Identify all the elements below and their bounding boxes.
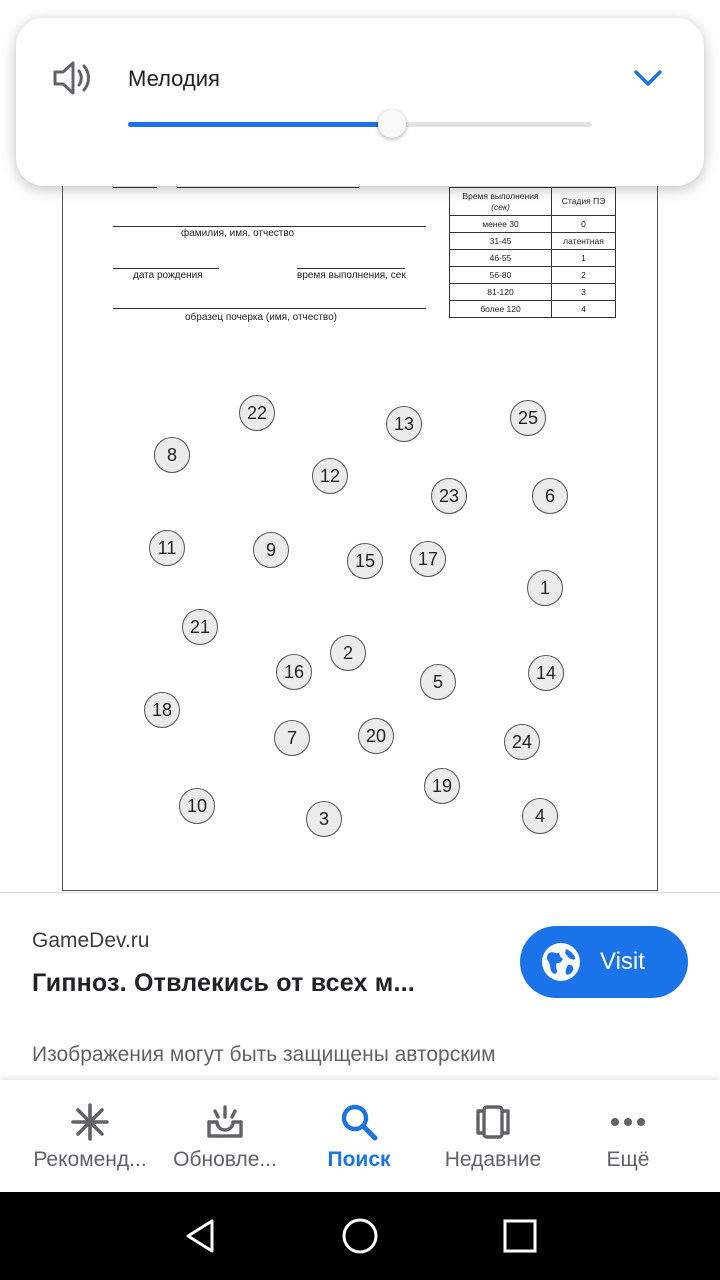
handwriting-line: [113, 308, 426, 309]
number-circle: 3: [306, 801, 342, 837]
birth-date-line: [113, 268, 219, 269]
volume-slider-thumb[interactable]: [378, 110, 406, 138]
table-row: 31-45 латентная: [450, 233, 616, 250]
number-circle: 14: [528, 655, 564, 691]
number-circle: 8: [154, 437, 190, 473]
header-stage: Стадия ПЭ: [552, 188, 616, 216]
nav-label: Рекоменд...: [33, 1148, 147, 1171]
nav-label: Поиск: [327, 1148, 391, 1171]
nav-item-search[interactable]: [292, 1080, 426, 1192]
number-circle: 18: [144, 692, 180, 728]
number-circle: 24: [504, 724, 540, 760]
speaker-icon[interactable]: [50, 56, 94, 100]
chevron-down-icon[interactable]: [632, 64, 664, 92]
duration-line: [297, 268, 405, 269]
number-circle: 2: [330, 635, 366, 671]
globe-icon: [540, 941, 582, 983]
volume-panel: [16, 18, 704, 186]
number-circle: 23: [431, 478, 467, 514]
number-circle: 16: [276, 654, 312, 690]
visit-button[interactable]: [520, 926, 688, 998]
number-circle: 7: [274, 720, 310, 756]
more-dots-icon: [608, 1102, 648, 1142]
caption-handwriting: образец почерка (имя, отчество): [185, 312, 337, 323]
number-circle: 5: [420, 664, 456, 700]
volume-stream-label: Мелодия: [128, 66, 220, 91]
nav-item-recommendations[interactable]: [23, 1080, 157, 1192]
bottom-navigation: [0, 1080, 720, 1192]
back-triangle-icon[interactable]: [180, 1216, 220, 1256]
nav-label: Ещё: [606, 1148, 650, 1171]
caption-duration: время выполнения, сек: [297, 270, 406, 281]
name-line: [113, 226, 426, 227]
number-circle: 10: [179, 788, 215, 824]
home-circle-icon[interactable]: [340, 1216, 380, 1256]
visit-label: Visit: [600, 948, 645, 975]
number-circle: 15: [347, 543, 383, 579]
number-circle: 25: [510, 400, 546, 436]
number-circle: 19: [424, 768, 460, 804]
source-site[interactable]: GameDev.ru: [32, 929, 150, 952]
asterisk-icon: [70, 1102, 110, 1142]
table-row: 56-80 2: [450, 267, 616, 284]
volume-slider[interactable]: [128, 122, 592, 127]
nav-item-more[interactable]: [561, 1080, 695, 1192]
number-circle: 1: [527, 570, 563, 606]
number-circle: 20: [358, 718, 394, 754]
search-icon: [339, 1102, 379, 1142]
header-time: Время выполнения (сек): [450, 188, 552, 216]
nav-label: Обновле...: [173, 1148, 277, 1171]
divider: [0, 892, 720, 893]
nav-item-updates[interactable]: [158, 1080, 292, 1192]
updates-tray-icon: [205, 1102, 245, 1142]
system-navigation-bar: [0, 1192, 720, 1280]
number-circle: 21: [182, 609, 218, 645]
number-circle: 13: [386, 406, 422, 442]
caption-birth-date: дата рождения: [133, 270, 203, 281]
nav-item-recent[interactable]: [426, 1080, 560, 1192]
table-row: более 120 4: [450, 301, 616, 318]
table-row: 81-120 3: [450, 284, 616, 301]
field-line: [113, 187, 157, 188]
number-circle: 4: [522, 798, 558, 834]
volume-slider-fill: [128, 122, 392, 127]
number-circle: 17: [410, 541, 446, 577]
nav-label: Недавние: [444, 1148, 542, 1171]
number-circle: 6: [532, 478, 568, 514]
table-row: 46-55 1: [450, 250, 616, 267]
table-row: менее 30 0: [450, 216, 616, 233]
field-line: [177, 187, 359, 188]
recent-cards-icon: [473, 1102, 513, 1142]
result-title[interactable]: Гипноз. Отвлекись от всех м...: [32, 969, 415, 997]
stage-table: [449, 187, 616, 318]
number-circle: 22: [239, 395, 275, 431]
copyright-note: Изображения могут быть защищены авторским: [32, 1043, 496, 1066]
number-circle: 9: [253, 532, 289, 568]
number-circle: 12: [312, 458, 348, 494]
caption-full-name: фамилия, имя, отчество: [181, 228, 295, 239]
recents-square-icon[interactable]: [500, 1216, 540, 1256]
number-circle: 11: [149, 530, 185, 566]
